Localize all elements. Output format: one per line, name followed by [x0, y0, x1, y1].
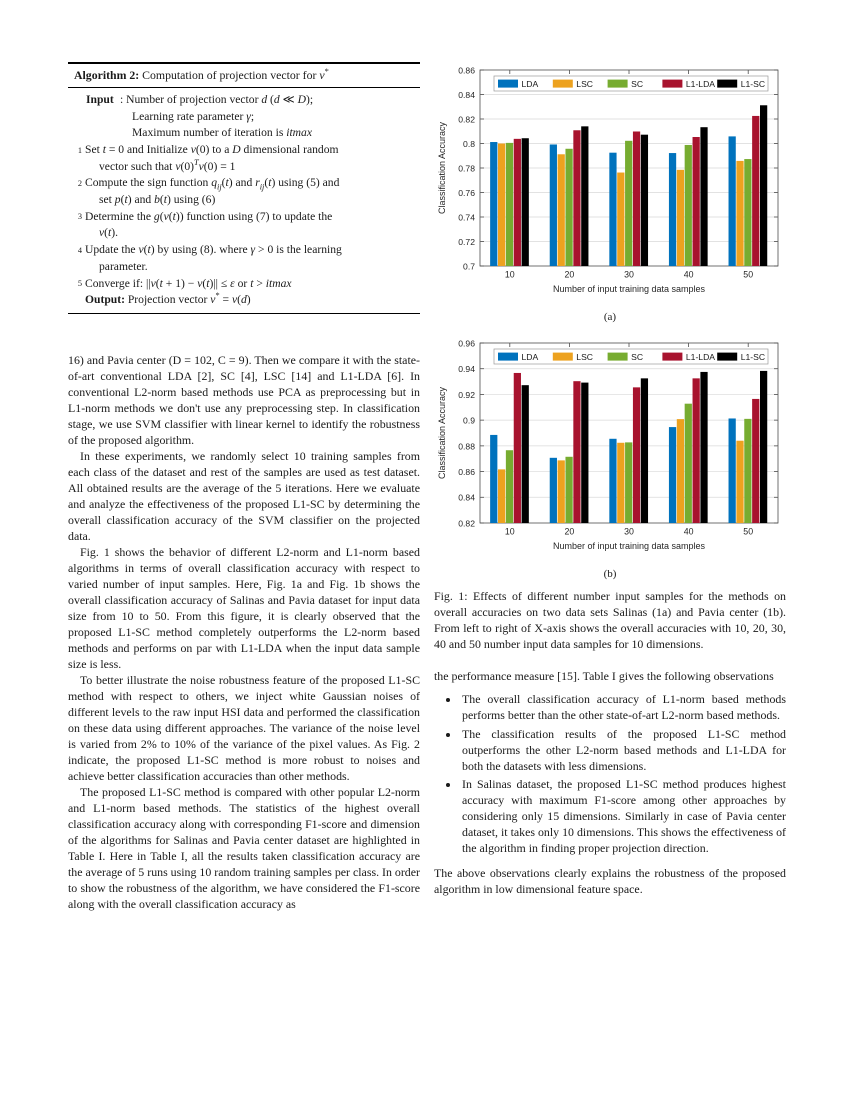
right-body-text	[434, 668, 786, 897]
svg-text:0.8: 0.8	[463, 138, 475, 149]
svg-text:Number of input training data: Number of input training data samples	[552, 284, 706, 294]
right-column	[434, 62, 786, 897]
algorithm-step-number: 1	[77, 145, 82, 155]
algorithm-step-text: Compute the sign function $q_{ij}(t)$ and $r_{ij}(t)$ using (5) and set p(t) and b(t) using (6)	[85, 175, 416, 208]
algorithm-output-text: Output: Projection vector v* = v(d)	[85, 291, 251, 307]
svg-text:40: 40	[683, 269, 694, 280]
algorithm-input-row	[74, 92, 416, 142]
svg-text:20: 20	[564, 269, 575, 280]
algorithm-input-body: : Number of projection vector d (d ≪ D); Learning rate parameter γ; Maximum number of iteration is itmax	[120, 92, 416, 142]
svg-text:0.78: 0.78	[458, 163, 475, 174]
svg-text:0.86: 0.86	[458, 65, 475, 76]
svg-text:0.92: 0.92	[458, 389, 475, 400]
algorithm-title-text: Computation of projection vector for v*	[142, 66, 329, 82]
svg-text:0.72: 0.72	[458, 236, 475, 247]
subcaption-b: (b)	[603, 568, 617, 580]
figure-caption: Fig. 1: Effects of different number input samples for the methods on overall accuracies on two data sets Salinas (1a) and Pavia center (1b). From left to right of X-axis shows the overall accuracies with 10, 20, 30, 40 and 50 number input data samples for 10 dimensions.	[434, 589, 786, 651]
svg-text:10: 10	[504, 526, 515, 537]
algorithm-step-number: 5	[77, 279, 82, 289]
svg-text:LDA: LDA	[521, 352, 539, 362]
algorithm-step	[74, 242, 416, 275]
svg-text:L1-LDA: L1-LDA	[685, 79, 716, 89]
svg-text:30: 30	[624, 526, 634, 537]
svg-text:0.74: 0.74	[458, 212, 475, 223]
svg-text:0.96: 0.96	[458, 338, 475, 349]
svg-text:LDA: LDA	[521, 79, 539, 89]
algorithm-step-cont: v(t).	[99, 226, 119, 240]
svg-text:0.9: 0.9	[463, 415, 475, 426]
svg-text:0.84: 0.84	[458, 492, 475, 503]
algorithm-step-cont: set p(t) and b(t) using (6)	[99, 193, 216, 207]
algorithm-step-cont: parameter.	[99, 259, 148, 273]
svg-text:L1-SC: L1-SC	[740, 352, 766, 362]
svg-text:0.88: 0.88	[458, 441, 475, 452]
algorithm-input-line-2: Learning rate parameter γ;	[132, 109, 255, 123]
svg-text:L1-LDA: L1-LDA	[685, 352, 716, 362]
svg-text:0.84: 0.84	[458, 89, 475, 100]
algorithm-box	[68, 62, 420, 314]
algorithm-step	[74, 276, 416, 293]
svg-text:0.86: 0.86	[458, 466, 475, 477]
svg-text:10: 10	[504, 269, 515, 280]
paragraph-5: The proposed L1-SC method is compared with other popular L2-norm and L1-norm based methods. The statistics of the highest overall classification accuracy along with corresponding F1-score and dimension of the algorithms for Salinas and Pavia center dataset are highlighted in Table I. Here in Table I, all the results taken classification accuracy are the average of 5 runs using 10 random training samples per class. In order to show the robustness of the algorithm, we have considered the F1-score along with the overall classification accuracy as	[68, 784, 420, 911]
algorithm-step-text: Set t = 0 and Initialize v(0) to a D dimensional random vector such that $v(0)^Tv(0) = 1$	[85, 142, 416, 175]
algorithm-step-number: 3	[77, 212, 82, 222]
algorithm-step-text: Converge if: ||v(t + 1) − v(t)|| ≤ ε or t > itmax	[85, 276, 292, 290]
algorithm-step-text: Determine the g(v(t)) function using (7) to update the v(t).	[85, 209, 416, 242]
svg-text:0.94: 0.94	[458, 364, 475, 375]
left-column	[68, 62, 420, 912]
algorithm-body	[68, 88, 420, 312]
svg-text:SC: SC	[631, 352, 644, 362]
svg-text:50: 50	[743, 269, 754, 280]
algorithm-step	[74, 175, 416, 208]
algorithm-step	[74, 209, 416, 242]
list-item: • In Salinas dataset, the proposed L1-SC method produces highest accuracy with maximum F1-score among other approaches by considering only 15 dimensions. Similarly in case of Pavia center dataset, it takes only 10 dimensions. This shows the effectiveness of the algorithm in finding proper projection direction.	[460, 776, 786, 856]
algorithm-output-row	[74, 292, 416, 309]
svg-text:30: 30	[624, 269, 634, 280]
svg-text:0.7: 0.7	[463, 261, 475, 272]
algorithm-title	[68, 64, 420, 88]
left-body-text	[68, 352, 420, 912]
algorithm-input-label: Input	[86, 92, 114, 106]
chart-fig1b-wrap	[434, 335, 786, 580]
svg-text:L1-SC: L1-SC	[740, 79, 766, 89]
observations-list	[434, 691, 786, 856]
paragraph-3: Fig. 1 shows the behavior of different L2-norm and L1-norm based algorithms in terms of overall classification accuracy with respect to varied number of input samples. Here, Fig. 1a and Fig. 1b shows the overall classification accuracy of Salinas and Pavia dataset for input data size from 10 to 50. From this figure, it is clearly observed that the proposed L1-SC method completely outperforms the L2-norm based methods and performs on par with L1-LDA when the input data sample size is less.	[68, 544, 420, 671]
svg-text:Classification Accuracy: Classification Accuracy	[437, 121, 447, 215]
svg-text:0.82: 0.82	[458, 114, 475, 125]
chart-fig1a	[434, 62, 786, 310]
algorithm-step-number: 2	[77, 179, 82, 189]
paragraph-2: In these experiments, we randomly select 10 training samples from each class of the dataset and rest of the samples are used as test dataset. All obtained results are the average of the 5 iterations. Here we evaluate and analyze the effectiveness of the proposed L1-SC by determining the overall classification accuracy of the SVM classifier on the projected data.	[68, 448, 420, 543]
algorithm-input-colon: :	[120, 92, 127, 106]
svg-text:LSC: LSC	[576, 352, 594, 362]
subcaption-a: (a)	[603, 311, 617, 323]
algorithm-input-line-3: Maximum number of iteration is itmax	[132, 126, 312, 140]
svg-text:SC: SC	[631, 79, 644, 89]
algorithm-output-label: Output:	[85, 293, 125, 307]
svg-text:20: 20	[564, 526, 575, 537]
chart-fig1b	[434, 335, 786, 567]
algorithm-label: Algorithm 2:	[74, 68, 140, 82]
paragraph-1: 16) and Pavia center (D = 102, C = 9). Then we compare it with the state-of-art conventional LDA [2], SC [4], LSC [14] and L1-LDA [6]. In conventional L2-norm based methods use PCA as preprocessing but in L1-norm methods we don't use any preprocessing step. In classification stage, we use SVM classifier with linear kernel to identify the robustness of the proposed algorithm.	[68, 352, 420, 447]
svg-text:0.82: 0.82	[458, 518, 475, 529]
svg-text:Number of input training data: Number of input training data samples	[552, 541, 706, 551]
algorithm-step-number: 4	[77, 245, 82, 255]
list-item: • The overall classification accuracy of L1-norm based methods performs better than the other state-of-art L2-norm based methods.	[460, 691, 786, 723]
svg-text:Classification Accuracy: Classification Accuracy	[437, 386, 447, 480]
right-paragraph-1: the performance measure [15]. Table I gives the following observations	[434, 669, 774, 683]
algorithm-output-spacer	[74, 292, 85, 295]
algorithm-step	[74, 142, 416, 175]
algorithm-step-cont: vector such that $v(0)^Tv(0) = 1$	[99, 157, 236, 173]
figure-1	[434, 62, 786, 652]
list-item: • The classification results of the proposed L1-SC method outperforms the other L2-norm based methods and L1-LDA for both the datasets with less dimensions.	[460, 726, 786, 774]
svg-text:0.76: 0.76	[458, 187, 475, 198]
right-paragraph-2: The above observations clearly explains the robustness of the proposed algorithm in low dimensional feature space.	[434, 866, 786, 896]
paragraph-4: To better illustrate the noise robustness feature of the proposed L1-SC method with respect to others, we inject white Gaussian noises of different levels to the raw input HSI data and performed the classification on these data using different approaches. The variance of the noise level is varied from 2% to 10% of the variance of the pixel values. As Fig. 2 indicate, the proposed L1-SC method is more robust to noises and achieve better classification accuracies than other methods.	[68, 672, 420, 783]
svg-text:40: 40	[683, 526, 694, 537]
svg-text:50: 50	[743, 526, 754, 537]
algorithm-step-text: Update the v(t) by using (8). where γ > 0 is the learning parameter.	[85, 242, 416, 275]
svg-text:LSC: LSC	[576, 79, 594, 89]
chart-fig1a-wrap	[434, 62, 786, 323]
